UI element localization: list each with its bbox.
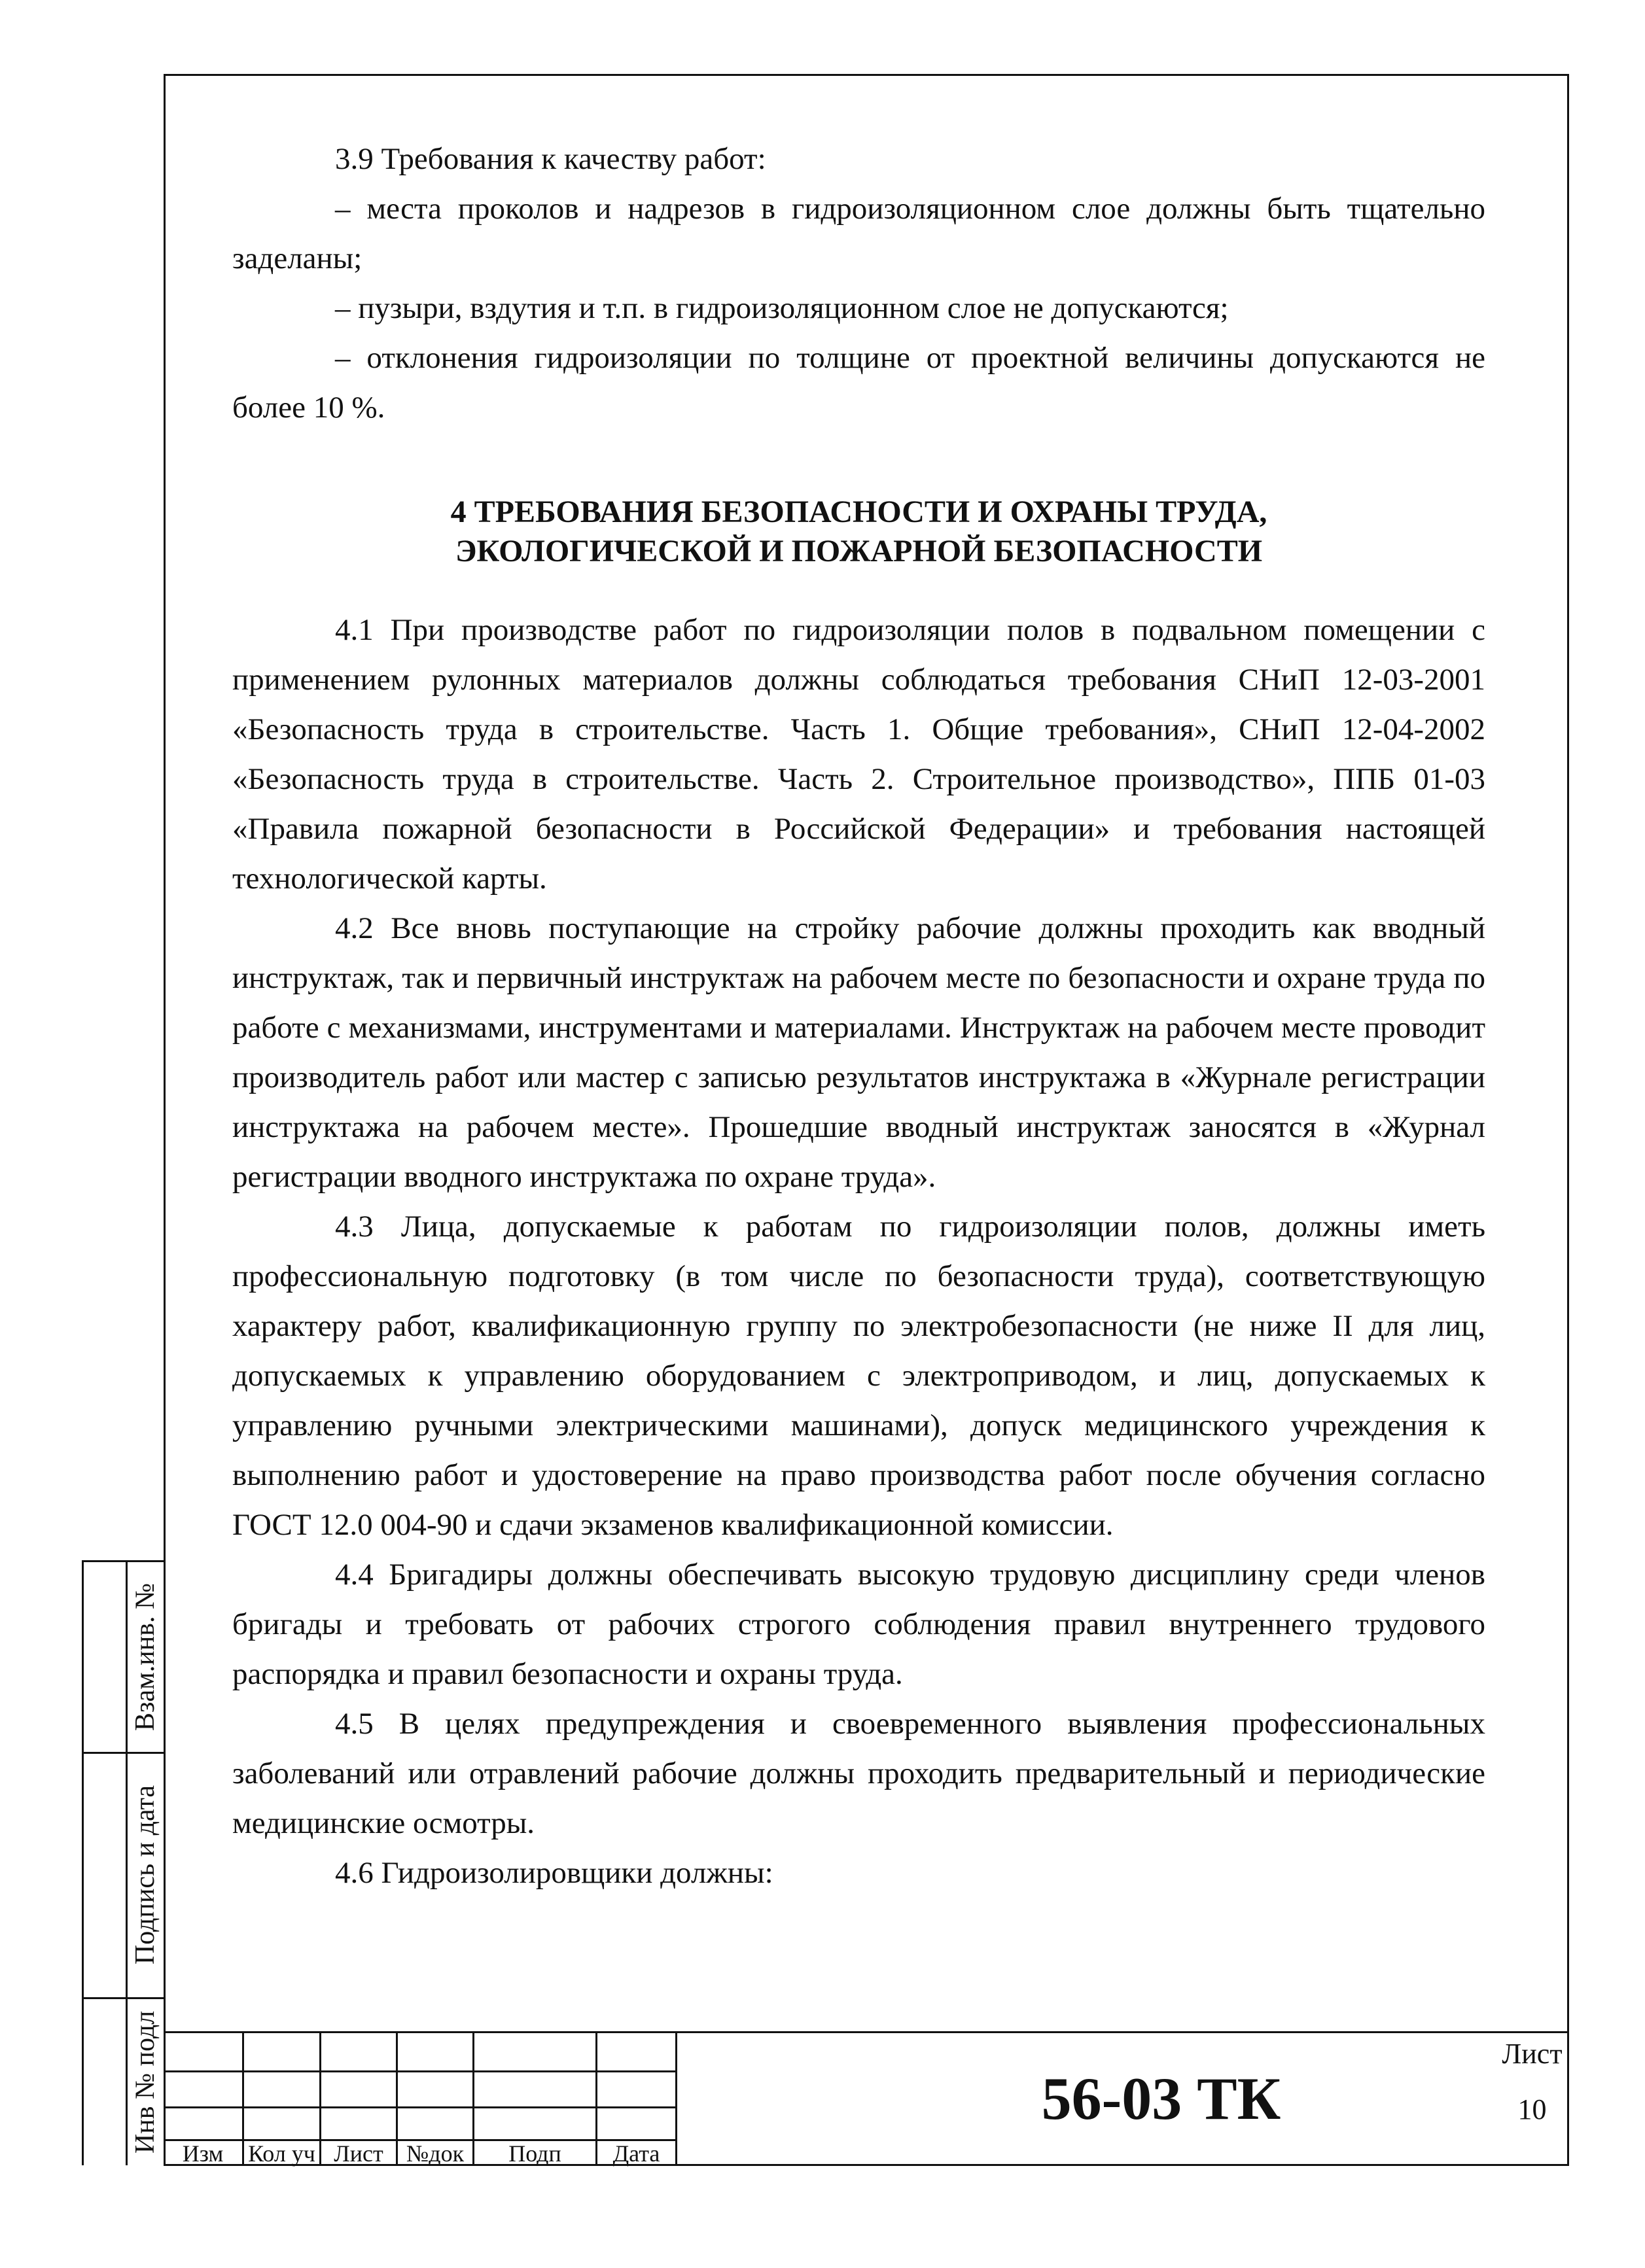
paragraph-3-9-title: 3.9 Требования к качеству работ: [335, 142, 766, 176]
side-label-podpis: Подпись и дата [130, 1785, 161, 1964]
document-code: 56-03 ТК [1041, 2065, 1281, 2132]
section-4-heading [232, 493, 1485, 571]
list-item-3: – отклонения гидроизоляции по толщине от проектной величины допускаются не более 10 %. [232, 341, 1485, 425]
paragraph-4-3: 4.3 Лица, допускаемые к работам по гидроизоляции полов, должны иметь профессиональную подготовку (в том числе по безопасности труда), соответствующую характеру работ, квалификационную группу по электробезопасности (не ниже II для лиц, допускаемых к управлению оборудованием с электроприводом, и лиц, допускаемых к управлению ручными электрическими машинами), допуск медицинского учреждения к выполнению работ и удостоверение на право производства работ после обучения согласно ГОСТ 12.0 004-90 и сдачи экзаменов квалификационной комиссии. [232, 1210, 1485, 1542]
sheet-label: Лист [1502, 2038, 1563, 2070]
side-label-vzam: Взам.инв. № [130, 1582, 161, 1732]
column-izm: Изм [182, 2140, 224, 2167]
title-block [164, 2031, 1569, 2166]
paragraph-4-1: 4.1 При производстве работ по гидроизоляции полов в подвальном помещении с применением рулонных материалов должны соблюдаться требования СНиП 12-03-2001 «Безопасность труда в строительстве. Часть 1. Общие требования», СНиП 12-04-2002 «Безопасность труда в строительстве. Часть 2. Строительное производство», ППБ 01-03 «Правила пожарной безопасности в Российской Федерации» и требования настоящей технологической карты. [232, 613, 1485, 896]
column-ndok: №док [406, 2140, 465, 2167]
paragraph-4-4: 4.4 Бригадиры должны обеспечивать высокую трудовую дисциплину среди членов бригады и требовать от рабочих строгого соблюдения правил внутреннего трудового распорядка и правил безопасности и охраны труда. [232, 1558, 1485, 1691]
column-kol-uch: Кол уч [248, 2140, 315, 2167]
column-list: Лист [334, 2140, 383, 2167]
column-podp: Подп [508, 2140, 561, 2167]
document-body [232, 134, 1485, 1898]
column-data: Дата [612, 2140, 660, 2167]
paragraph-4-5: 4.5 В целях предупреждения и своевременного выявления профессиональных заболеваний или отравлений рабочие должны проходить предварительный и периодические медицинские осмотры. [232, 1707, 1485, 1840]
section-4-heading-line2: ЭКОЛОГИЧЕСКОЙ И ПОЖАРНОЙ БЕЗОПАСНОСТИ [455, 534, 1263, 568]
section-4-heading-line1: 4 ТРЕБОВАНИЯ БЕЗОПАСНОСТИ И ОХРАНЫ ТРУДА, [450, 495, 1267, 529]
list-item-1: – места проколов и надрезов в гидроизоляционном слое должны быть тщательно заделаны; [232, 192, 1485, 275]
side-stamp [82, 1560, 164, 2165]
paragraph-4-2: 4.2 Все вновь поступающие на стройку рабочие должны проходить как вводный инструктаж, так и первичный инструктаж на рабочем месте по безопасности и охране труда по работе с механизмами, инструментами и материалами. Инструктаж на рабочем месте проводит производитель работ или мастер с записью результатов инструктажа в «Журнале регистрации инструктажа на рабочем месте». Прошедшие вводный инструктаж заносятся в «Журнал регистрации вводного инструктажа по охране труда». [232, 911, 1485, 1194]
side-label-inv: Инв № подл [130, 2010, 161, 2154]
list-item-2: – пузыри, вздутия и т.п. в гидроизоляционном слое не допускаются; [335, 291, 1229, 325]
sheet-number: 10 [1517, 2093, 1547, 2125]
paragraph-4-6: 4.6 Гидроизолировщики должны: [335, 1856, 773, 1890]
